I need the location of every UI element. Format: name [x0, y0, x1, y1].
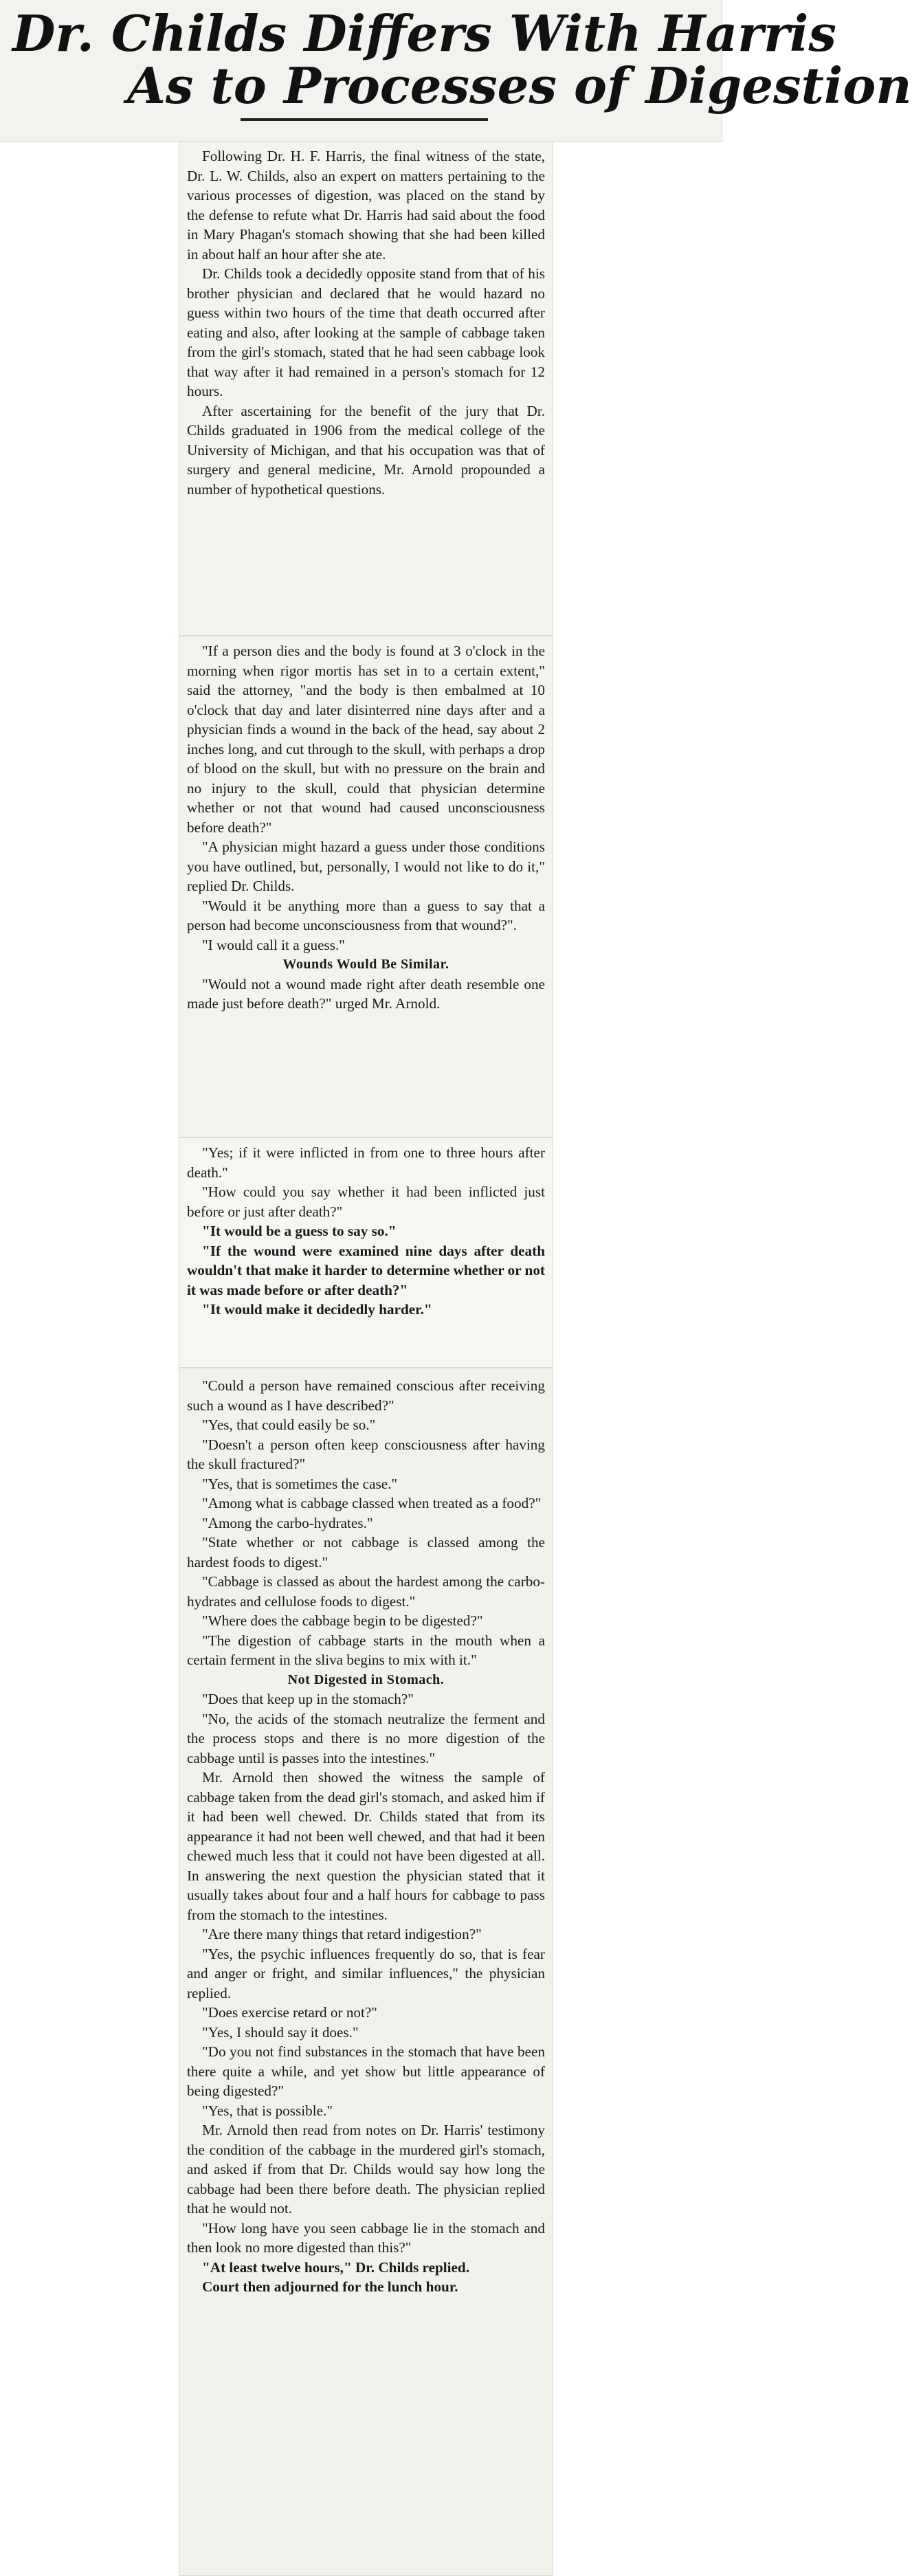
paragraph: Mr. Arnold then showed the witness the sample of cabbage taken from the dead girl's stomach, and asked him if it had been well chewed. Dr. Childs stated that from its appearance it had not been well chewed, and that had it been chewed much less that it could not have been digested at all. In answering the next question the physician stated that it usually takes about four and a half hours for cabbage to pass from the stomach to the intestines.	[187, 1769, 545, 1923]
paragraph-bold: "It would make it decidedly harder."	[202, 1301, 432, 1318]
paragraph: "Do you not find substances in the stomach that have been there quite a while, and yet show but little appearance of being digested?"	[187, 2043, 545, 2099]
paragraph: "Are there many things that retard indigestion?"	[202, 1926, 482, 1942]
article-clip-1	[179, 141, 553, 636]
paragraph-bold: "It would be a guess to say so."	[202, 1223, 397, 1239]
article-clip-4	[179, 1368, 553, 2576]
paragraph: "Does that keep up in the stomach?"	[202, 1691, 414, 1707]
headline-line-2: As to Processes of Digestion	[127, 56, 912, 115]
paragraph: "Yes, that is possible."	[202, 2102, 333, 2119]
paragraph: Following Dr. H. F. Harris, the final witness of the state, Dr. L. W. Childs, also an expert on matters pertaining to the various processes of digestion, was placed on the stand by the defense to refute what Dr. Harris had said about the food in Mary Phagan's stomach showing that she had been killed in about half an hour after she ate.	[187, 148, 545, 263]
paragraph: Dr. Childs took a decidedly opposite stand from that of his brother physician and declared that he would hazard no guess within two hours of the time that death occurred after eating and also, after looking at the sample of cabbage taken from the girl's stomach, stated that he had seen cabbage look that way after it had remained in a person's stomach for 12 hours.	[187, 265, 545, 399]
article-clip-3	[179, 1137, 553, 1368]
paragraph-bold: Court then adjourned for the lunch hour.	[202, 2278, 458, 2295]
subheading: Not Digested in Stomach.	[287, 1672, 445, 1687]
paragraph: "Would it be anything more than a guess to say that a person had become unconsciousness from that wound?".	[187, 897, 545, 933]
article-clip-2	[179, 636, 553, 1137]
subheading: Wounds Would Be Similar.	[282, 957, 449, 972]
paragraph: "Yes, the psychic influences frequently do so, that is fear and anger or fright, and similar influences," the physician replied.	[187, 1945, 545, 2001]
paragraph: "The digestion of cabbage starts in the mouth when a certain ferment in the sliva begins to mix with it."	[187, 1632, 545, 1668]
paragraph: "Where does the cabbage begin to be digested?"	[202, 1612, 483, 1629]
paragraph: "Does exercise retard or not?"	[202, 2004, 377, 2021]
headline-line-1: Dr. Childs Differs With Harris	[12, 4, 836, 63]
paragraph: "Yes, that is sometimes the case."	[202, 1475, 398, 1492]
paragraph: "How long have you seen cabbage lie in the stomach and then look no more digested than this?"	[187, 2219, 545, 2256]
paragraph: "Yes, I should say it does."	[202, 2023, 359, 2041]
paragraph: Mr. Arnold then read from notes on Dr. Harris' testimony the condition of the cabbage in the murdered girl's stomach, and asked if from that Dr. Childs would say how long the cabbage had been there before death. The physician replied that he would not.	[187, 2122, 545, 2217]
headline-rule	[241, 118, 488, 121]
paragraph: "State whether or not cabbage is classed among the hardest foods to digest."	[187, 1534, 545, 1570]
paragraph: "Yes; if it were inflicted in from one to three hours after death."	[187, 1144, 545, 1181]
paragraph: "Could a person have remained conscious after receiving such a wound as I have described?"	[187, 1377, 545, 1414]
paragraph: "Doesn't a person often keep consciousness after having the skull fractured?"	[187, 1436, 545, 1472]
paragraph: "Among what is cabbage classed when treated as a food?"	[202, 1495, 542, 1511]
paragraph: After ascertaining for the benefit of the jury that Dr. Childs graduated in 1906 from the medical college of the University of Michigan, and that his occupation was that of surgery and general medicine, Mr. Arnold propounded a number of hypothetical questions.	[187, 402, 545, 498]
headline	[0, 0, 912, 142]
paragraph: "How could you say whether it had been inflicted just before or just after death?"	[187, 1184, 545, 1220]
paragraph: "Cabbage is classed as about the hardest among the carbo-hydrates and cellulose foods to digest."	[187, 1573, 545, 1610]
paragraph: "A physician might hazard a guess under those conditions you have outlined, but, personally, I would not like to do it," replied Dr. Childs.	[187, 839, 545, 894]
paragraph-bold: "If the wound were examined nine days after death wouldn't that make it harder to determine whether or not it was made before or after death?"	[187, 1242, 545, 1298]
paragraph-bold: "At least twelve hours," Dr. Childs replied.	[202, 2258, 470, 2276]
paragraph: "Would not a wound made right after death resemble one made just before death?" urged Mr. Arnold.	[187, 975, 545, 1012]
paragraph: "Among the carbo-hydrates."	[202, 1514, 373, 1531]
paragraph: "Yes, that could easily be so."	[202, 1417, 376, 1433]
paragraph: "If a person dies and the body is found at 3 o'clock in the morning when rigor mortis has set in to a certain extent," said the attorney, "and the body is then embalmed at 10 o'clock that day and later disinterred nine days after and a physician finds a wound in the back of the head, say about 2 inches long, and cut through to the skull, with perhaps a drop of blood on the skull, but with no pressure on the brain and no injury to the skull, could that physician determine whether or not that wound had caused unconsciousness before death?"	[187, 643, 545, 836]
paragraph: "No, the acids of the stomach neutralize the ferment and the process stops and there is no more digestion of the cabbage until is passes into the intestines."	[187, 1710, 545, 1766]
paragraph: "I would call it a guess."	[202, 936, 345, 953]
